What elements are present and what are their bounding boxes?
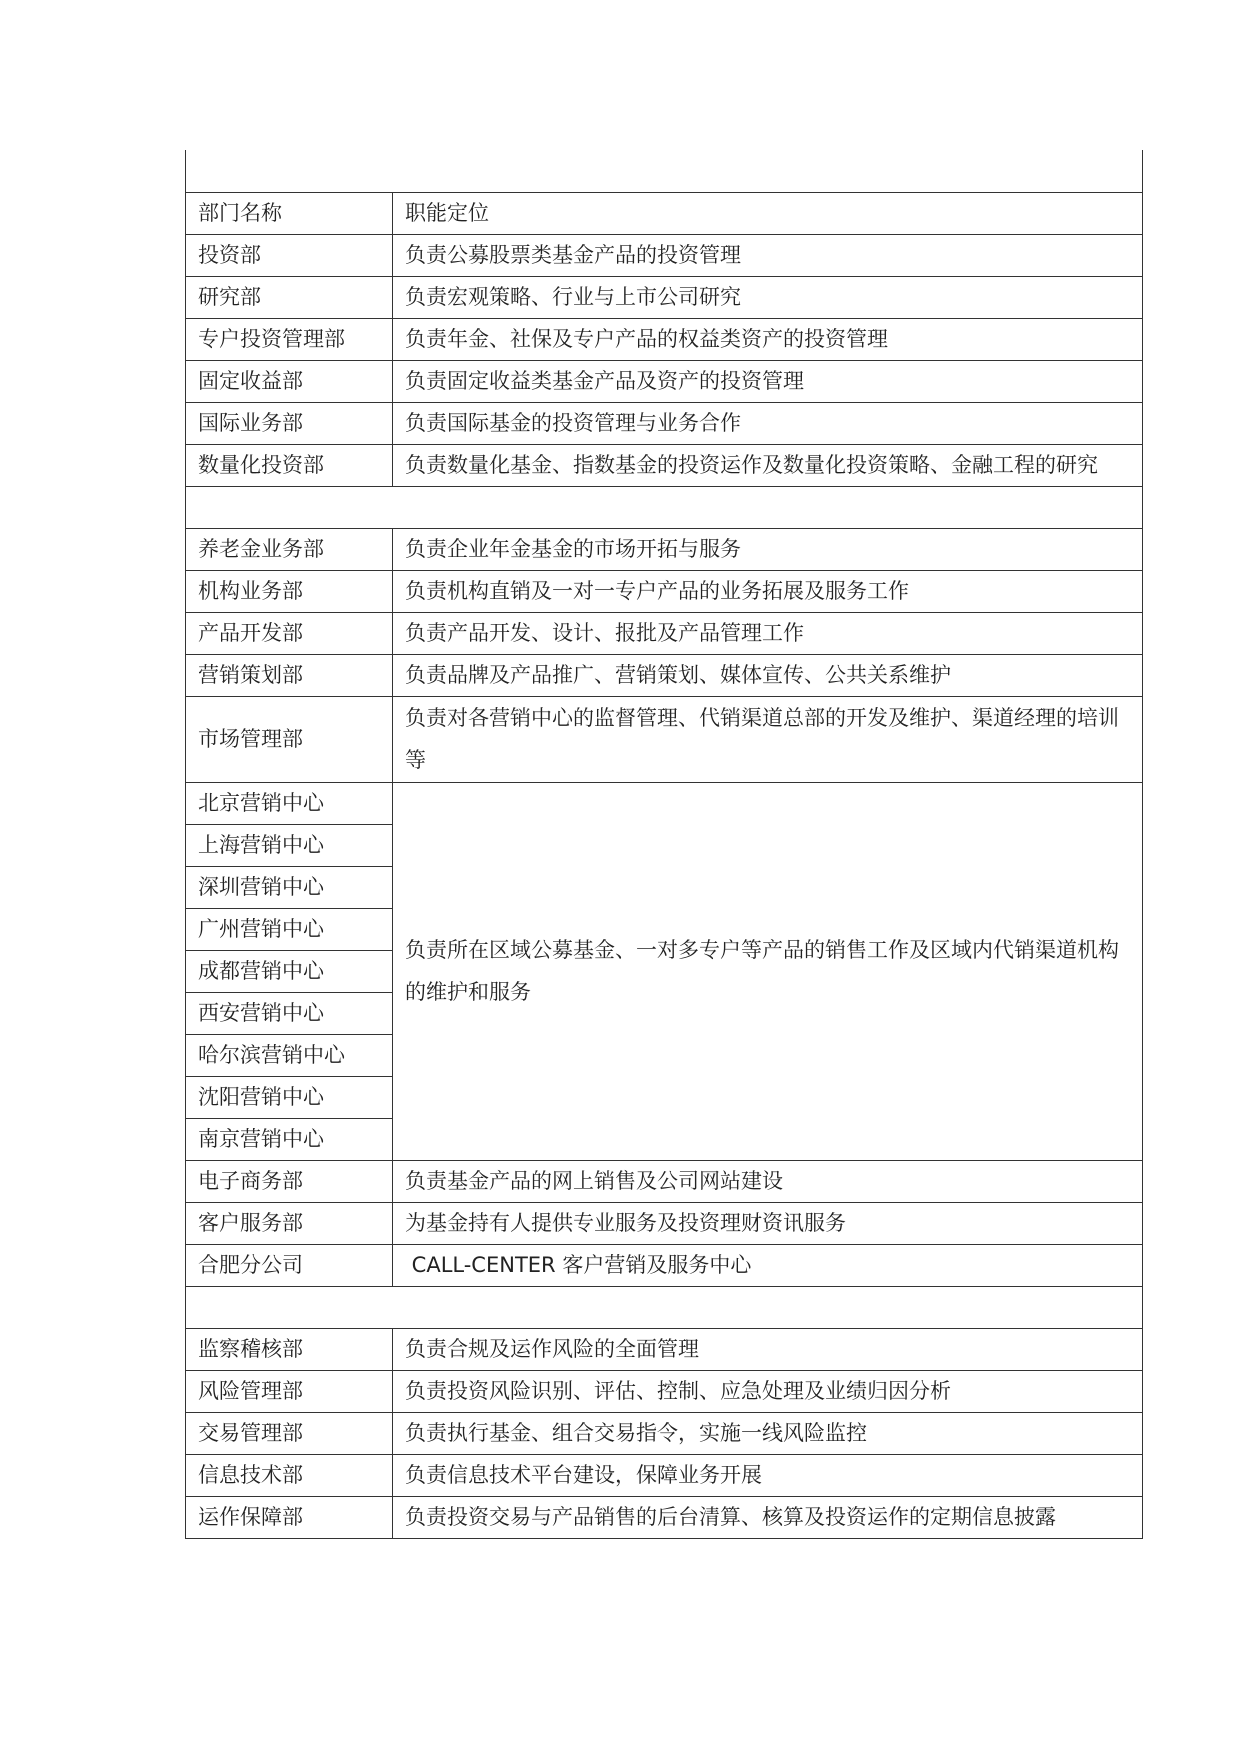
dept-name: 北京营销中心 [186, 782, 393, 824]
dept-name: 营销策划部 [186, 654, 393, 696]
dept-name: 投资部 [186, 234, 393, 276]
table-row [186, 570, 1143, 612]
blank-row [186, 1286, 1143, 1328]
marketing-centers-function: 负责所在区域公募基金、一对多专户等产品的销售工作及区域内代销渠道机构的维护和服务 [393, 782, 1143, 1160]
dept-name: 深圳营销中心 [186, 866, 393, 908]
table-row [186, 318, 1143, 360]
dept-function: 负责对各营销中心的监督管理、代销渠道总部的开发及维护、渠道经理的培训等 [393, 696, 1143, 782]
table-row [186, 1328, 1143, 1370]
dept-name: 监察稽核部 [186, 1328, 393, 1370]
dept-function: 为基金持有人提供专业服务及投资理财资讯服务 [393, 1202, 1143, 1244]
dept-name: 国际业务部 [186, 402, 393, 444]
dept-function: 负责数量化基金、指数基金的投资运作及数量化投资策略、金融工程的研究 [393, 444, 1143, 486]
dept-function: CALL-CENTER 客户营销及服务中心 [393, 1244, 1143, 1286]
table-row [186, 1160, 1143, 1202]
dept-name: 西安营销中心 [186, 992, 393, 1034]
dept-name: 广州营销中心 [186, 908, 393, 950]
dept-function: 负责投资交易与产品销售的后台清算、核算及投资运作的定期信息披露 [393, 1496, 1143, 1538]
dept-name: 产品开发部 [186, 612, 393, 654]
dept-function: 负责宏观策略、行业与上市公司研究 [393, 276, 1143, 318]
table-row [186, 276, 1143, 318]
dept-function: 负责公募股票类基金产品的投资管理 [393, 234, 1143, 276]
dept-function: 负责信息技术平台建设，保障业务开展 [393, 1454, 1143, 1496]
table-row [186, 1412, 1143, 1454]
dept-function: 负责固定收益类基金产品及资产的投资管理 [393, 360, 1143, 402]
header-function-cell: 职能定位 [393, 192, 1143, 234]
dept-name: 研究部 [186, 276, 393, 318]
blank-row [186, 150, 1143, 192]
dept-function: 负责产品开发、设计、报批及产品管理工作 [393, 612, 1143, 654]
dept-name: 固定收益部 [186, 360, 393, 402]
dept-function: 负责执行基金、组合交易指令，实施一线风险监控 [393, 1412, 1143, 1454]
dept-name: 成都营销中心 [186, 950, 393, 992]
dept-function: 负责品牌及产品推广、营销策划、媒体宣传、公共关系维护 [393, 654, 1143, 696]
dept-name: 电子商务部 [186, 1160, 393, 1202]
dept-name: 哈尔滨营销中心 [186, 1034, 393, 1076]
header-name-cell: 部门名称 [186, 192, 393, 234]
table-row [186, 1202, 1143, 1244]
dept-function: 负责投资风险识别、评估、控制、应急处理及业绩归因分析 [393, 1370, 1143, 1412]
table-row [186, 234, 1143, 276]
dept-function: 负责基金产品的网上销售及公司网站建设 [393, 1160, 1143, 1202]
dept-name: 沈阳营销中心 [186, 1076, 393, 1118]
dept-function: 负责合规及运作风险的全面管理 [393, 1328, 1143, 1370]
dept-name: 养老金业务部 [186, 528, 393, 570]
dept-name: 机构业务部 [186, 570, 393, 612]
table-row [186, 1244, 1143, 1286]
dept-name: 信息技术部 [186, 1454, 393, 1496]
dept-name: 风险管理部 [186, 1370, 393, 1412]
table-row [186, 654, 1143, 696]
table-row [186, 444, 1143, 486]
dept-function: 负责年金、社保及专户产品的权益类资产的投资管理 [393, 318, 1143, 360]
department-table [185, 150, 1143, 1539]
dept-name: 南京营销中心 [186, 1118, 393, 1160]
table-row [186, 782, 1143, 824]
dept-name: 市场管理部 [186, 696, 393, 782]
dept-name: 交易管理部 [186, 1412, 393, 1454]
dept-name: 客户服务部 [186, 1202, 393, 1244]
dept-name: 专户投资管理部 [186, 318, 393, 360]
table-row [186, 1496, 1143, 1538]
dept-function: 负责国际基金的投资管理与业务合作 [393, 402, 1143, 444]
dept-name: 运作保障部 [186, 1496, 393, 1538]
dept-function: 负责企业年金基金的市场开拓与服务 [393, 528, 1143, 570]
table-row [186, 1370, 1143, 1412]
dept-name: 数量化投资部 [186, 444, 393, 486]
blank-row [186, 486, 1143, 528]
table-row [186, 528, 1143, 570]
table-row [186, 612, 1143, 654]
table-row [186, 696, 1143, 782]
table-row [186, 402, 1143, 444]
table-row [186, 360, 1143, 402]
dept-name: 合肥分公司 [186, 1244, 393, 1286]
header-row [186, 192, 1143, 234]
table-row [186, 1454, 1143, 1496]
dept-name: 上海营销中心 [186, 824, 393, 866]
dept-function: 负责机构直销及一对一专户产品的业务拓展及服务工作 [393, 570, 1143, 612]
